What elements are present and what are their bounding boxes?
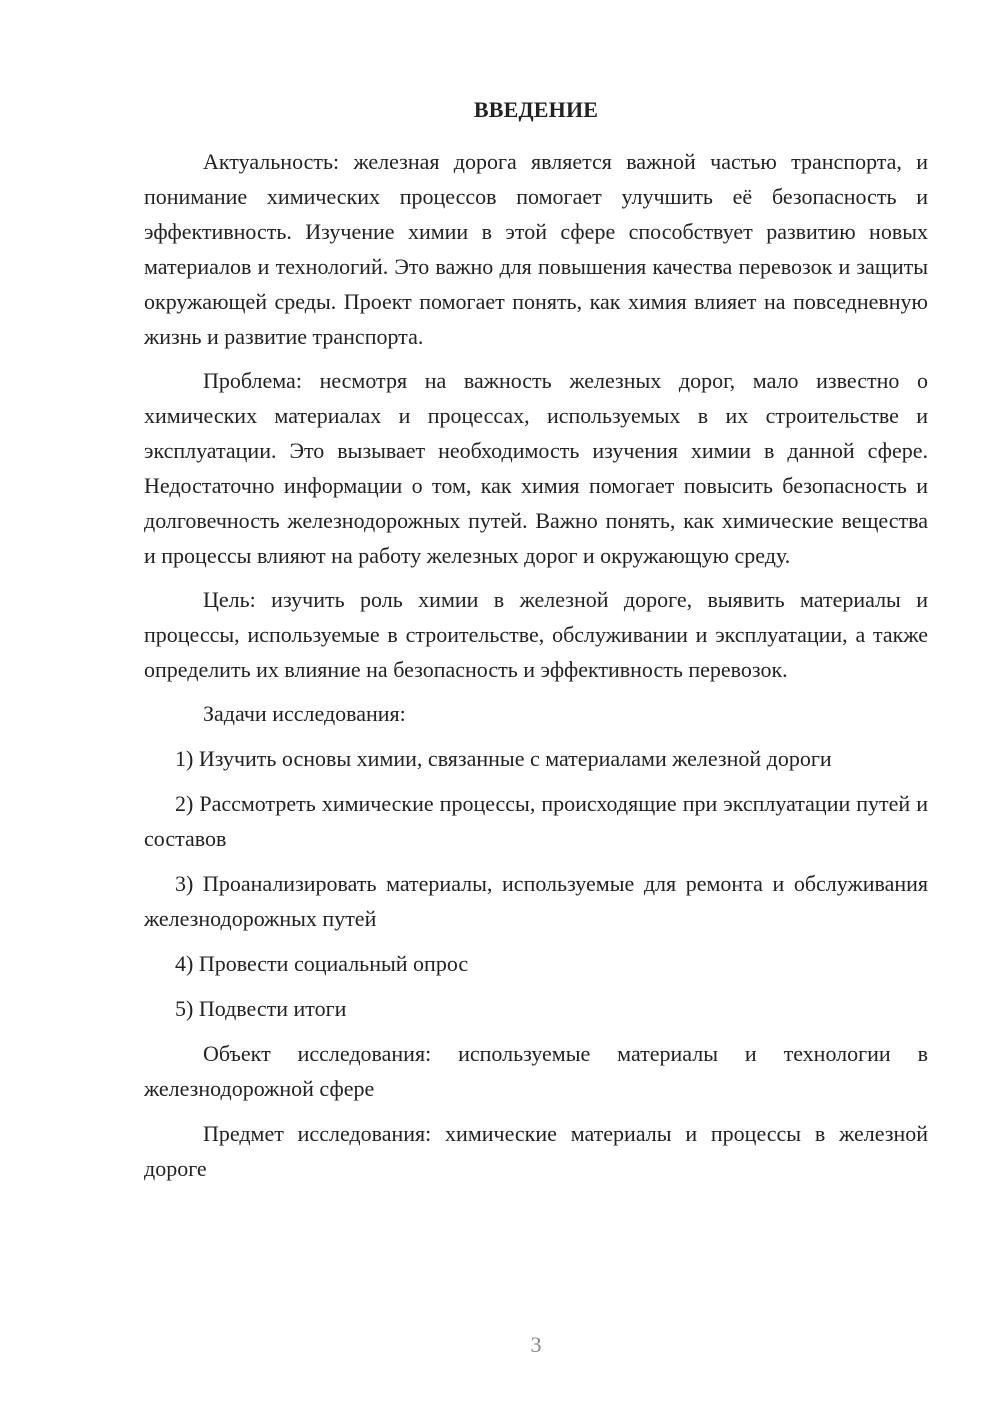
task-item: 4) Провести социальный опрос (175, 951, 469, 976)
task-item: 3) Проанализировать материалы, используемые для ремонта и обслуживания железнодорожных путей (144, 871, 928, 931)
goal-paragraph: Цель: изучить роль химии в железной дороге, выявить материалы и процессы, используемые в строительстве, обслуживании и эксплуатации, а также определить их влияние на безопасность и эффективность перевозок. (144, 587, 928, 682)
document-body (144, 92, 928, 1196)
research-object-paragraph: Объект исследования: используемые материалы и технологии в железнодорожной сфере (144, 1041, 928, 1101)
task-item: 5) Подвести итоги (175, 996, 347, 1021)
tasks-list (144, 741, 928, 1026)
research-subject-paragraph: Предмет исследования: химические материалы и процессы в железной дороге (144, 1121, 928, 1181)
page-number: 3 (530, 1332, 542, 1357)
task-item: 1) Изучить основы химии, связанные с материалами железной дороги (175, 746, 832, 771)
tasks-heading: Задачи исследования: (203, 701, 406, 726)
page-title: ВВЕДЕНИЕ (473, 97, 599, 122)
task-item: 2) Рассмотреть химические процессы, происходящие при эксплуатации путей и составов (144, 791, 928, 851)
problem-paragraph: Проблема: несмотря на важность железных дорог, мало известно о химических материалах и процессах, используемых в их строительстве и эксплуатации. Это вызывает необходимость изучения химии в данной сфере. Недостаточно информации о том, как химия помогает повысить безопасность и долговечность железнодорожных путей. Важно понять, как химические вещества и процессы влияют на работу железных дорог и окружающую среду. (144, 368, 928, 568)
relevance-paragraph: Актуальность: железная дорога является важной частью транспорта, и понимание химических процессов помогает улучшить её безопасность и эффективность. Изучение химии в этой сфере способствует развитию новых материалов и технологий. Это важно для повышения качества перевозок и защиты окружающей среды. Проект помогает понять, как химия влияет на повседневную жизнь и развитие транспорта. (144, 149, 928, 349)
